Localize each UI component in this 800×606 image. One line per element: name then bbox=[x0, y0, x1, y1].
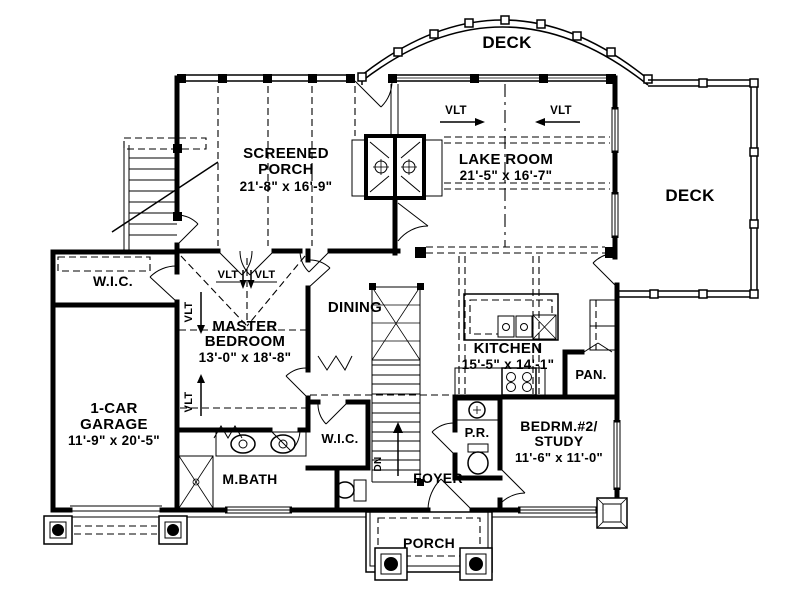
deck-right-label: DECK bbox=[665, 186, 715, 205]
window-break-symbol bbox=[318, 356, 352, 370]
garage-dims: 11'-9" x 20'-5" bbox=[67, 433, 161, 448]
bedroom2-label: STUDY bbox=[534, 433, 584, 449]
porch-label: PORCH bbox=[402, 535, 456, 551]
lake-room-label: LAKE ROOM bbox=[458, 151, 554, 168]
toilet-icon bbox=[336, 480, 366, 501]
vlt-label: VLT bbox=[217, 269, 239, 281]
shower-icon bbox=[179, 456, 213, 508]
exterior-stair bbox=[112, 138, 218, 250]
footing bbox=[375, 548, 407, 580]
stair-treads bbox=[372, 365, 420, 470]
vlt-label: VLT bbox=[183, 301, 195, 323]
closet-shelf bbox=[58, 257, 150, 271]
footing bbox=[460, 548, 492, 580]
footing bbox=[44, 516, 72, 544]
fireplace bbox=[352, 136, 442, 198]
wic-lower-label: W.I.C. bbox=[321, 431, 359, 446]
vlt-label: VLT bbox=[550, 105, 572, 117]
kitchen-sink-icon bbox=[498, 316, 532, 337]
kitchen-island bbox=[464, 294, 558, 340]
screened-porch-label: SCREENED bbox=[243, 145, 329, 162]
garage-label: 1-CAR bbox=[90, 400, 138, 417]
screened-porch-dims: 21'-8" x 16'-9" bbox=[239, 179, 333, 194]
vlt-label: VLT bbox=[445, 105, 467, 117]
master-bedroom-dims: 13'-0" x 18'-8" bbox=[198, 350, 292, 365]
front-porch bbox=[53, 512, 600, 572]
toilet-icon bbox=[468, 444, 488, 474]
lake-room-dims: 21'-5" x 16'-7" bbox=[459, 168, 553, 183]
master-bedroom-label: BEDROOM bbox=[204, 333, 286, 350]
garage-label: GARAGE bbox=[80, 416, 148, 433]
powder-room-label: P.R. bbox=[464, 425, 490, 440]
foyer-label: FOYER bbox=[413, 470, 463, 486]
wic-upper-label: W.I.C. bbox=[93, 273, 133, 289]
pr-sink-icon bbox=[457, 400, 498, 420]
dining-label: DINING bbox=[327, 299, 383, 316]
footing bbox=[597, 498, 627, 528]
vlt-label: VLT bbox=[183, 391, 195, 413]
kitchen-label: KITCHEN bbox=[473, 340, 543, 357]
counter bbox=[590, 300, 615, 326]
dn-label: DN bbox=[373, 456, 384, 472]
kitchen-dims: 15'-5" x 14'-1" bbox=[461, 357, 555, 372]
bedroom2-dims: 11'-6" x 11'-0" bbox=[514, 450, 604, 465]
screened-porch-label: PORCH bbox=[258, 161, 314, 178]
bedroom2-label: BEDRM.#2/ bbox=[520, 418, 598, 434]
deck-top-label: DECK bbox=[482, 33, 532, 52]
vlt-label: VLT bbox=[254, 269, 276, 281]
range-icon bbox=[502, 368, 536, 395]
footing bbox=[159, 516, 187, 544]
master-bath-label: M.BATH bbox=[222, 471, 278, 487]
master-bedroom-label: MASTER bbox=[212, 318, 278, 335]
pantry-label: PAN. bbox=[575, 367, 607, 382]
